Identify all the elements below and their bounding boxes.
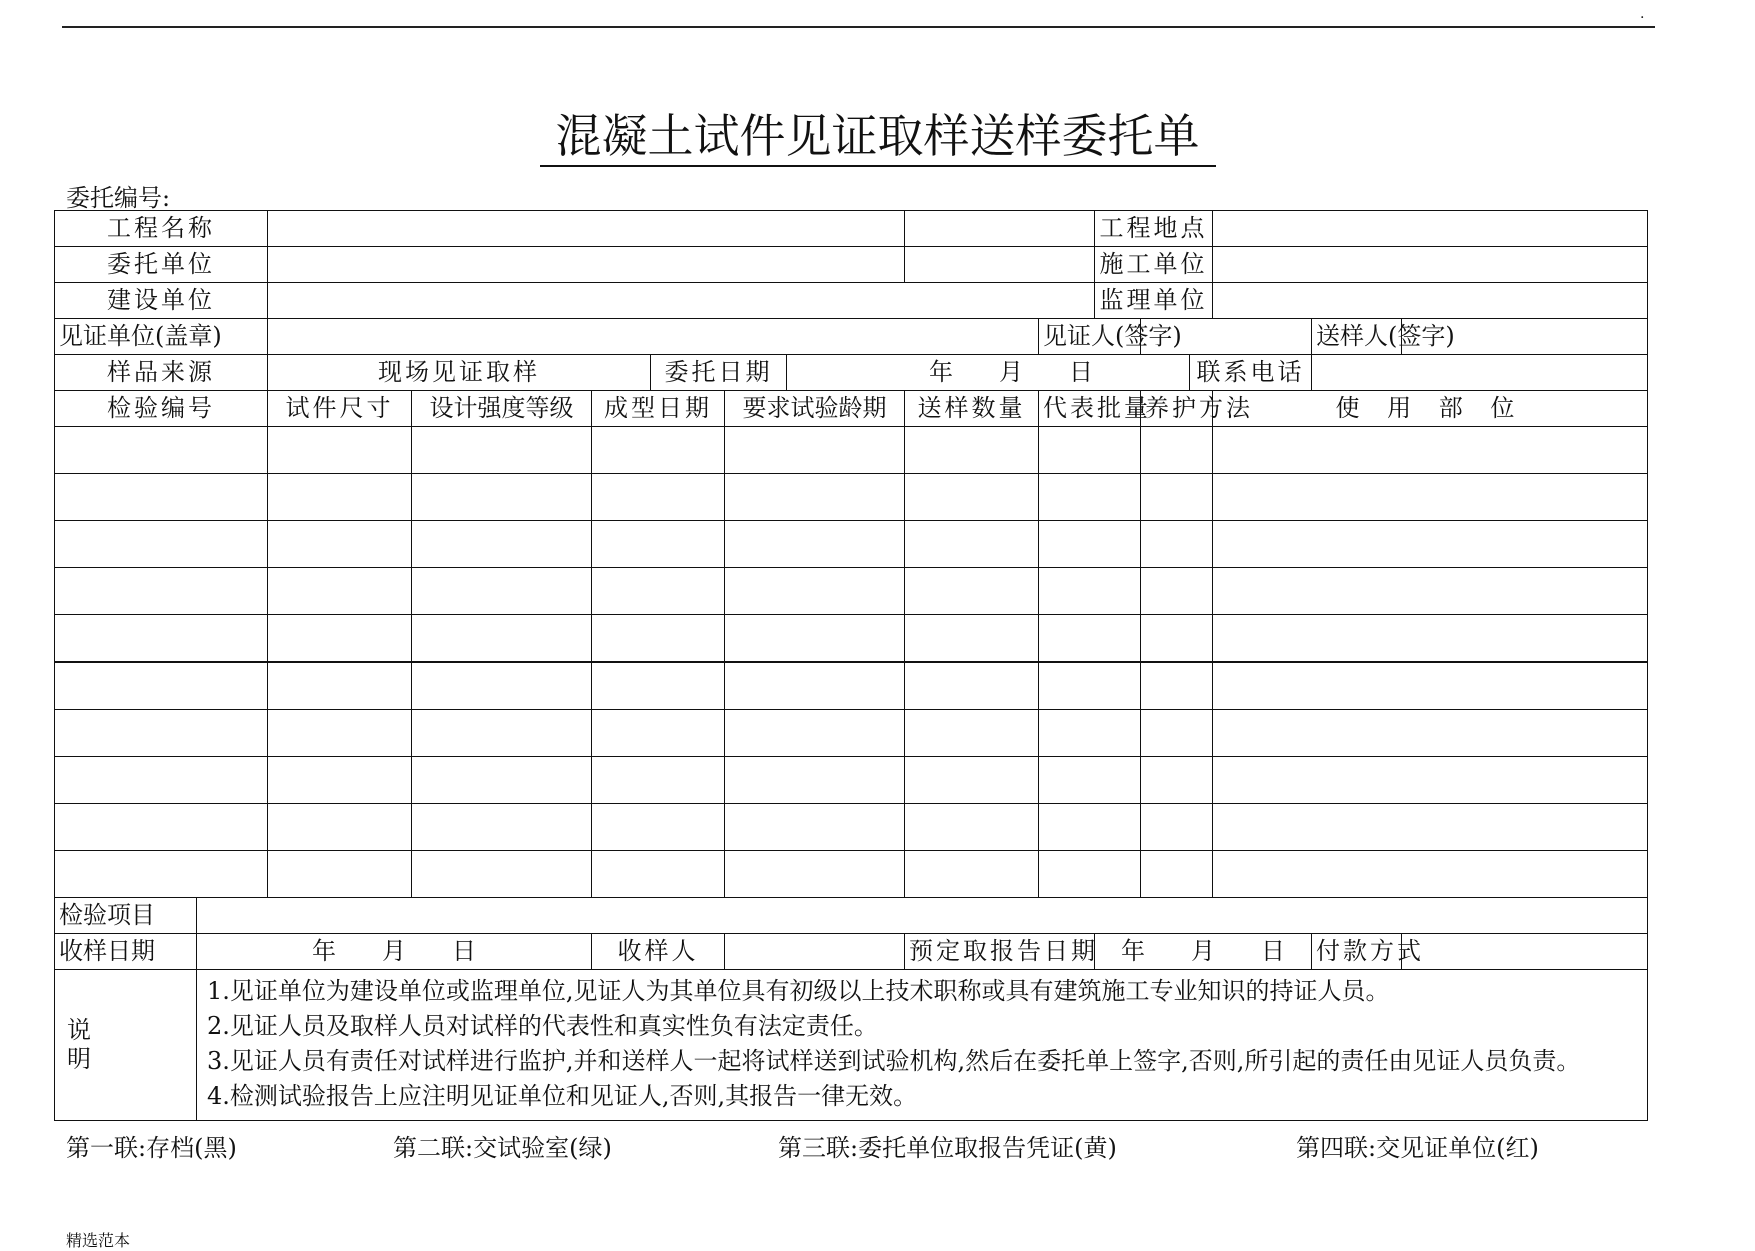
- entrust-date-label: 委托日期: [651, 355, 787, 391]
- note-2: 2.见证人员及取样人员对试样的代表性和真实性负有法定责任。: [207, 1012, 878, 1040]
- table-cell[interactable]: [1213, 851, 1648, 898]
- table-cell[interactable]: [725, 427, 905, 474]
- table-cell[interactable]: [592, 710, 725, 757]
- client-unit-field[interactable]: [268, 247, 905, 283]
- builder-unit-field[interactable]: [268, 283, 1095, 319]
- col-batch-size: 代表批量: [1039, 391, 1141, 427]
- table-cell[interactable]: [905, 851, 1039, 898]
- table-cell[interactable]: [1141, 710, 1213, 757]
- table-cell[interactable]: [412, 427, 592, 474]
- table-cell[interactable]: [592, 804, 725, 851]
- table-row: [55, 662, 1648, 710]
- table-cell[interactable]: [268, 521, 412, 568]
- table-cell[interactable]: [1213, 568, 1648, 615]
- table-cell[interactable]: [1213, 427, 1648, 474]
- col-design-strength: 设计强度等级: [412, 391, 592, 427]
- builder-unit-label: 建设单位: [55, 283, 268, 319]
- phone-field[interactable]: [1312, 355, 1648, 391]
- table-cell[interactable]: [1039, 757, 1141, 804]
- table-cell[interactable]: [1141, 662, 1213, 710]
- header-dot: .: [1640, 6, 1645, 22]
- table-cell[interactable]: [592, 851, 725, 898]
- table-cell[interactable]: [1141, 804, 1213, 851]
- table-cell[interactable]: [412, 710, 592, 757]
- project-name-label: 工程名称: [55, 211, 268, 247]
- table-cell[interactable]: [55, 804, 268, 851]
- table-cell[interactable]: [1213, 521, 1648, 568]
- table-row: [55, 757, 1648, 804]
- col-specimen-size: 试件尺寸: [268, 391, 412, 427]
- table-cell[interactable]: [268, 851, 412, 898]
- construction-unit-label: 施工单位: [1095, 247, 1213, 283]
- notes-label-line-1: 说: [67, 1016, 91, 1045]
- report-date-year: 年: [1121, 937, 1145, 966]
- notes-label-line-2: 明: [67, 1045, 91, 1073]
- table-cell[interactable]: [268, 662, 412, 710]
- supervision-unit-field[interactable]: [1213, 283, 1648, 319]
- table-cell[interactable]: [725, 615, 905, 663]
- table-cell[interactable]: [592, 474, 725, 521]
- notes-label: [55, 970, 197, 1121]
- table-cell[interactable]: [1213, 615, 1648, 663]
- table-cell[interactable]: [592, 615, 725, 663]
- note-1: 1.见证单位为建设单位或监理单位,见证人为其单位具有初级以上技术职称或具有建筑施工专业知识的持证人员。: [207, 977, 1390, 1005]
- table-row: [55, 568, 1648, 615]
- table-cell[interactable]: [1039, 615, 1141, 663]
- note-3: 3.见证人员有责任对试样进行监护,并和送样人一起将试样送到试验机构,然后在委托单上签字,否则,所引起的责任由见证人员负责。: [207, 1047, 1581, 1075]
- table-cell[interactable]: [268, 568, 412, 615]
- project-site-label: 工程地点: [1095, 211, 1213, 247]
- table-cell[interactable]: [725, 568, 905, 615]
- col-curing-method: 养护方法: [1141, 391, 1213, 427]
- table-cell[interactable]: [1039, 710, 1141, 757]
- table-cell[interactable]: [1141, 757, 1213, 804]
- entrust-date-year: 年: [929, 358, 953, 387]
- table-cell[interactable]: [725, 662, 905, 710]
- witness-unit-label: 见证单位(盖章): [55, 319, 268, 355]
- table-cell[interactable]: [55, 851, 268, 898]
- entrust-form-table: [54, 210, 1648, 1121]
- table-cell[interactable]: [725, 757, 905, 804]
- table-cell[interactable]: [1213, 474, 1648, 521]
- table-cell[interactable]: [905, 568, 1039, 615]
- table-row: [55, 851, 1648, 898]
- table-cell[interactable]: [905, 427, 1039, 474]
- construction-unit-field[interactable]: [1213, 247, 1648, 283]
- table-cell[interactable]: [1141, 427, 1213, 474]
- table-cell[interactable]: [55, 757, 268, 804]
- payment-label: 付款方式: [1312, 934, 1402, 970]
- table-cell[interactable]: [55, 568, 268, 615]
- table-cell[interactable]: [1141, 521, 1213, 568]
- table-cell[interactable]: [592, 521, 725, 568]
- table-cell[interactable]: [55, 474, 268, 521]
- footer-copy-2: 第二联:交试验室(绿): [393, 1134, 612, 1162]
- table-cell[interactable]: [1039, 474, 1141, 521]
- entrust-date-day: 日: [1069, 358, 1093, 387]
- project-name-field[interactable]: [268, 211, 905, 247]
- table-cell[interactable]: [725, 804, 905, 851]
- table-cell[interactable]: [1039, 662, 1141, 710]
- table-cell[interactable]: [268, 804, 412, 851]
- table-cell[interactable]: [412, 851, 592, 898]
- col-required-age: 要求试验龄期: [725, 391, 905, 427]
- table-cell[interactable]: [268, 710, 412, 757]
- entrust-date-field[interactable]: [787, 355, 1190, 391]
- col-sample-qty: 送样数量: [905, 391, 1039, 427]
- test-items-field[interactable]: [197, 898, 1648, 934]
- table-cell[interactable]: [412, 662, 592, 710]
- table-row: [55, 615, 1648, 663]
- test-items-label: 检验项目: [55, 898, 197, 934]
- table-cell[interactable]: [905, 710, 1039, 757]
- witness-person-label: 见证人(签字): [1039, 319, 1141, 355]
- sample-source-label: 样品来源: [55, 355, 268, 391]
- table-cell[interactable]: [1141, 851, 1213, 898]
- col-usage-location: 使 用 部 位: [1213, 391, 1648, 427]
- report-date-month: 月: [1191, 937, 1215, 966]
- table-cell[interactable]: [1039, 568, 1141, 615]
- table-row: [55, 804, 1648, 851]
- table-cell[interactable]: [725, 521, 905, 568]
- table-cell[interactable]: [1141, 568, 1213, 615]
- report-date-day: 日: [1261, 937, 1285, 966]
- table-cell[interactable]: [1213, 710, 1648, 757]
- table-cell[interactable]: [1213, 804, 1648, 851]
- sender-label: 送样人(签字): [1312, 319, 1402, 355]
- receive-date-year: 年: [312, 937, 336, 966]
- col-test-no: 检验编号: [55, 391, 268, 427]
- table-cell[interactable]: [1141, 474, 1213, 521]
- receiver-field[interactable]: [725, 934, 905, 970]
- project-site-field[interactable]: [1213, 211, 1648, 247]
- entrust-date-month: 月: [999, 358, 1023, 387]
- table-cell[interactable]: [412, 615, 592, 663]
- client-unit-field-extra[interactable]: [905, 247, 1095, 283]
- receiver-label: 收样人: [592, 934, 725, 970]
- footer-copy-3: 第三联:委托单位取报告凭证(黄): [778, 1134, 1117, 1162]
- table-cell[interactable]: [1141, 615, 1213, 663]
- table-cell[interactable]: [592, 427, 725, 474]
- witness-unit-field[interactable]: [268, 319, 1039, 355]
- table-row: [55, 474, 1648, 521]
- receive-date-field[interactable]: [197, 934, 592, 970]
- table-cell[interactable]: [268, 757, 412, 804]
- table-cell[interactable]: [268, 474, 412, 521]
- report-date-field[interactable]: [1095, 934, 1312, 970]
- note-4: 4.检测试验报告上应注明见证单位和见证人,否则,其报告一律无效。: [207, 1082, 918, 1110]
- col-molding-date: 成型日期: [592, 391, 725, 427]
- table-cell[interactable]: [1039, 804, 1141, 851]
- client-unit-label: 委托单位: [55, 247, 268, 283]
- table-cell[interactable]: [725, 474, 905, 521]
- header-rule: [62, 26, 1655, 28]
- table-cell[interactable]: [268, 615, 412, 663]
- project-name-field-extra[interactable]: [905, 211, 1095, 247]
- table-cell[interactable]: [55, 662, 268, 710]
- table-cell[interactable]: [412, 474, 592, 521]
- table-cell[interactable]: [725, 851, 905, 898]
- watermark-text: 精选范本: [66, 1231, 131, 1250]
- table-cell[interactable]: [1213, 662, 1648, 710]
- table-cell[interactable]: [55, 710, 268, 757]
- receive-date-label: 收样日期: [55, 934, 197, 970]
- receive-date-month: 月: [382, 937, 406, 966]
- payment-field[interactable]: [1402, 934, 1648, 970]
- table-cell[interactable]: [1039, 521, 1141, 568]
- table-cell[interactable]: [1039, 851, 1141, 898]
- table-cell[interactable]: [55, 427, 268, 474]
- table-cell[interactable]: [725, 710, 905, 757]
- table-cell[interactable]: [905, 474, 1039, 521]
- table-cell[interactable]: [592, 662, 725, 710]
- receive-date-day: 日: [452, 937, 476, 966]
- table-cell[interactable]: [55, 615, 268, 663]
- supervision-unit-label: 监理单位: [1095, 283, 1213, 319]
- notes-body: [197, 970, 1648, 1121]
- document-title: 混凝土试件见证取样送样委托单: [0, 100, 1755, 166]
- table-cell[interactable]: [1039, 427, 1141, 474]
- table-cell[interactable]: [412, 568, 592, 615]
- footer-copy-1: 第一联:存档(黑): [66, 1134, 237, 1162]
- footer-copy-4: 第四联:交见证单位(红): [1296, 1134, 1539, 1162]
- table-cell[interactable]: [55, 521, 268, 568]
- sample-source-value: 现场见证取样: [268, 355, 651, 391]
- table-row: [55, 427, 1648, 474]
- entrust-number-label: 委托编号:: [66, 184, 171, 212]
- table-row: [55, 710, 1648, 757]
- table-cell[interactable]: [905, 804, 1039, 851]
- table-cell[interactable]: [1213, 757, 1648, 804]
- report-date-label: 预定取报告日期: [905, 934, 1095, 970]
- table-cell[interactable]: [412, 804, 592, 851]
- table-cell[interactable]: [905, 757, 1039, 804]
- table-cell[interactable]: [268, 427, 412, 474]
- table-cell[interactable]: [412, 757, 592, 804]
- table-row: [55, 521, 1648, 568]
- entrust-number: [66, 178, 170, 213]
- column-header-row: [55, 391, 1648, 427]
- table-cell[interactable]: [592, 757, 725, 804]
- data-rows: [55, 427, 1648, 898]
- table-cell[interactable]: [905, 615, 1039, 663]
- phone-label: 联系电话: [1190, 355, 1312, 391]
- table-cell[interactable]: [592, 568, 725, 615]
- table-cell[interactable]: [905, 662, 1039, 710]
- table-cell[interactable]: [905, 521, 1039, 568]
- table-cell[interactable]: [412, 521, 592, 568]
